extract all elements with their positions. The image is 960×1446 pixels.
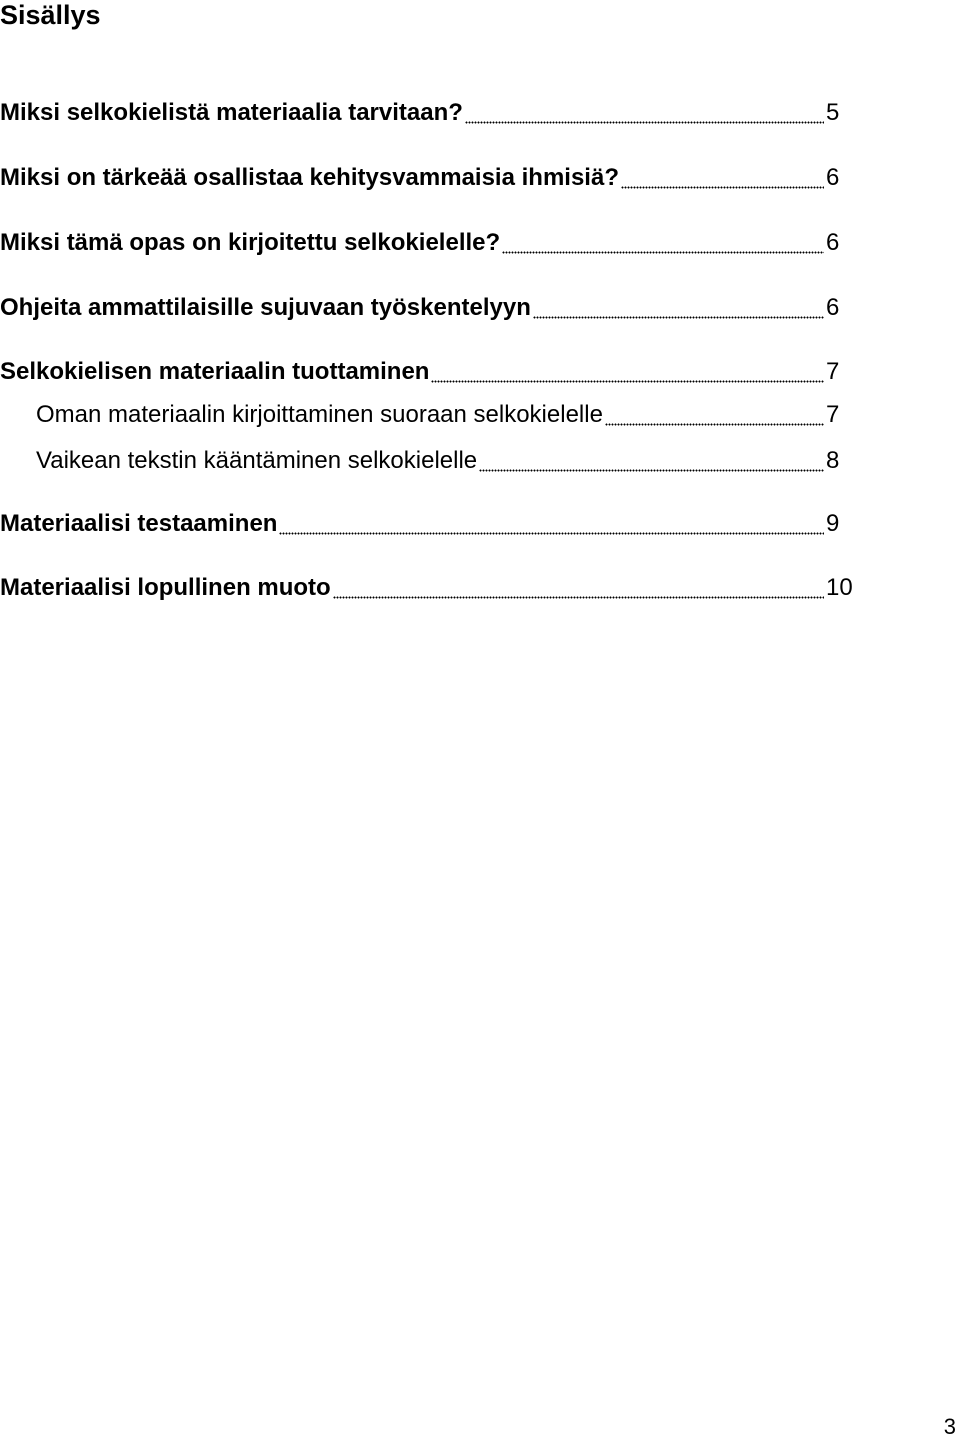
toc-entry-page: 6	[826, 164, 840, 191]
toc-entry-page: 5	[826, 99, 840, 126]
toc-entry-page: 7	[826, 401, 840, 428]
toc-entry[interactable]	[0, 506, 860, 538]
toc-entry-page: 8	[826, 447, 840, 474]
toc-entry-page: 6	[826, 294, 840, 321]
toc-entry-page: 10	[826, 574, 853, 601]
toc-entry-title: Miksi on tärkeää osallistaa kehitysvammaisia ihmisiä?	[0, 164, 619, 191]
toc-entry[interactable]	[0, 570, 860, 602]
dot-leader	[533, 316, 824, 319]
page-number: 3	[943, 1414, 956, 1439]
toc-entry-page: 9	[826, 510, 840, 537]
toc-entry-title: Materiaalisi lopullinen muoto	[0, 574, 331, 601]
dot-leader	[333, 596, 824, 599]
toc-entry-title: Miksi selkokielistä materiaalia tarvitaan?	[0, 99, 463, 126]
toc-entry-page: 7	[826, 358, 840, 385]
dot-leader	[502, 251, 824, 254]
toc-entry-title: Vaikean tekstin kääntäminen selkokielelle	[36, 447, 478, 474]
dot-leader	[279, 532, 824, 535]
dot-leader	[431, 380, 824, 383]
toc-entry[interactable]	[0, 225, 860, 257]
toc-entry-title: Materiaalisi testaaminen	[0, 510, 278, 537]
toc-subentry[interactable]	[0, 443, 860, 475]
dot-leader	[621, 186, 824, 189]
toc-entry[interactable]	[0, 160, 860, 192]
toc-entry-page: 6	[826, 229, 840, 256]
toc-entry[interactable]	[0, 354, 860, 386]
page-title: Sisällys	[0, 0, 101, 30]
toc-entry-title: Ohjeita ammattilaisille sujuvaan työskentelyyn	[0, 294, 531, 321]
toc-entry-title: Selkokielisen materiaalin tuottaminen	[0, 358, 430, 385]
dot-leader	[479, 469, 824, 472]
toc-subentry[interactable]	[0, 397, 860, 429]
toc-entry-title: Oman materiaalin kirjoittaminen suoraan selkokielelle	[36, 401, 603, 428]
toc-entry-title: Miksi tämä opas on kirjoitettu selkokielelle?	[0, 229, 501, 256]
dot-leader	[465, 121, 824, 124]
dot-leader	[605, 423, 824, 426]
toc-entry[interactable]	[0, 95, 860, 127]
toc-entry[interactable]	[0, 290, 860, 322]
